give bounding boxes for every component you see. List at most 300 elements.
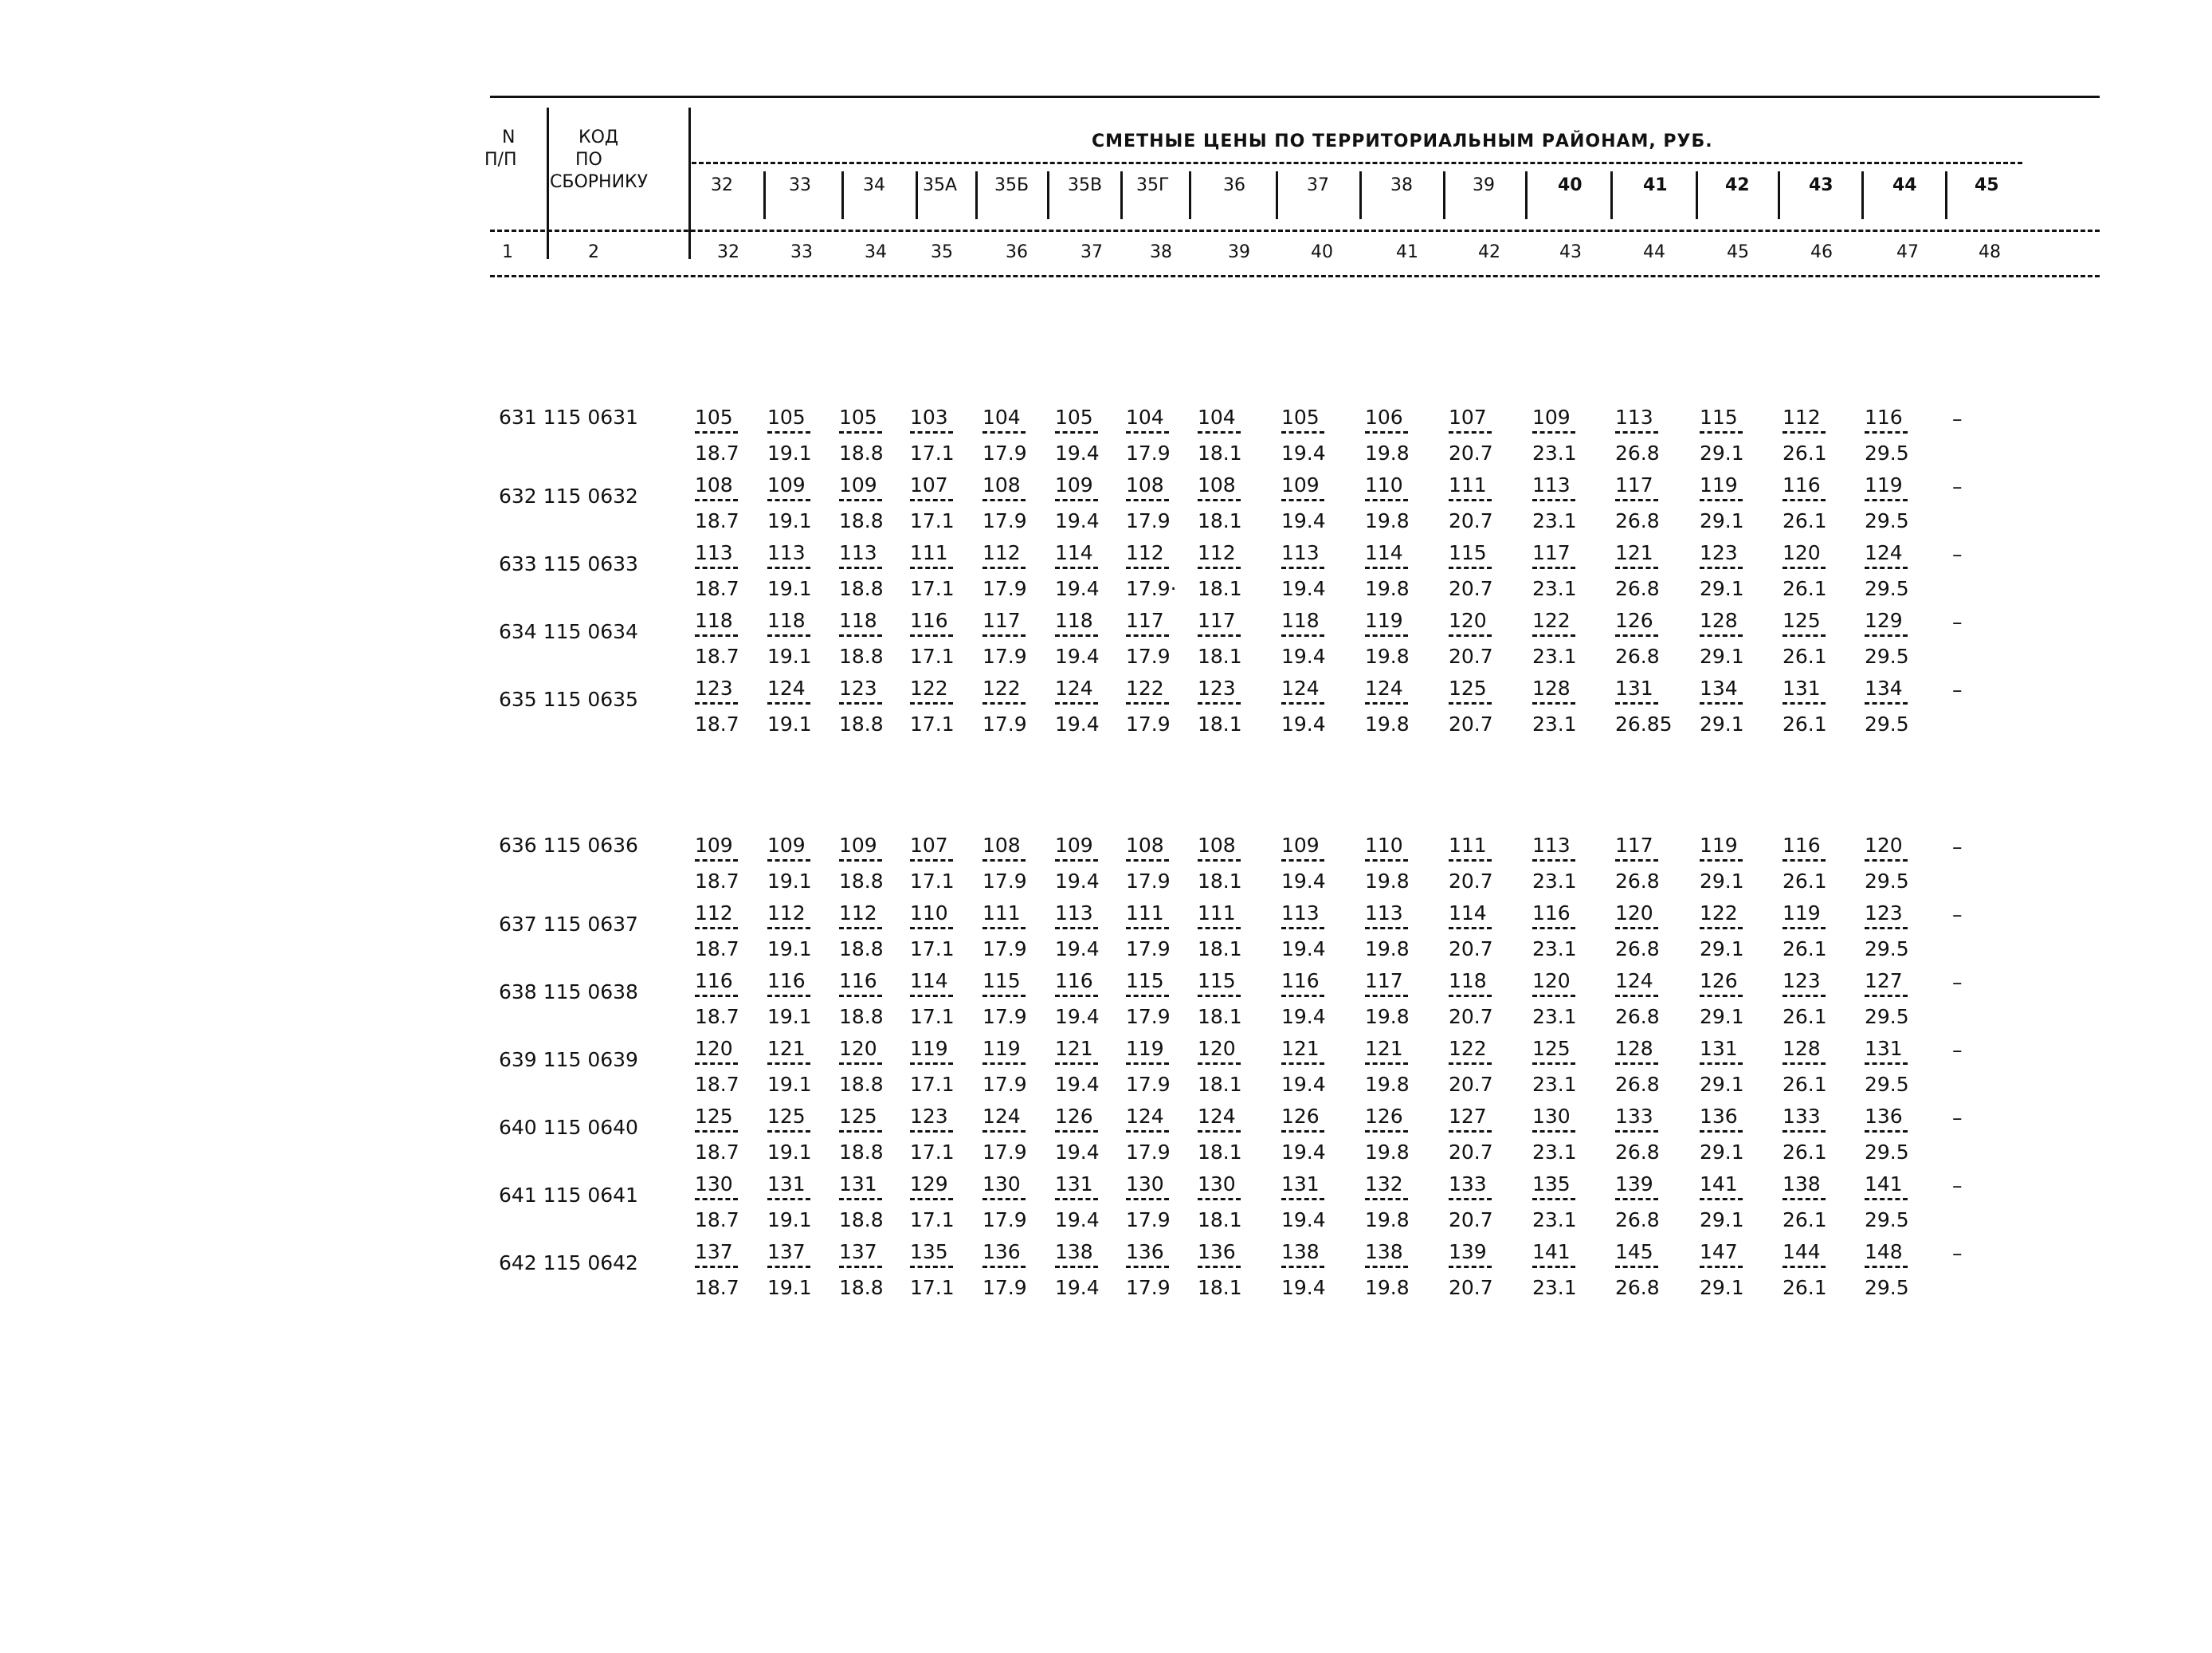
row-code: 632 115 0632 [499,485,638,508]
price-value: 122 [1532,609,1571,632]
fraction-bar [1126,1198,1169,1200]
fraction-bar [1865,702,1908,705]
region-separator [1610,171,1613,219]
price-value: 115 [1700,406,1738,429]
sub-value: 29.5 [1865,1005,1909,1028]
fraction-bar [1281,1266,1324,1268]
fraction-bar [1055,1198,1098,1200]
price-value: 137 [839,1240,877,1263]
fraction-bar [910,1266,953,1268]
fraction-bar [839,927,882,929]
fraction-bar [695,859,738,862]
price-value: 126 [1281,1105,1320,1128]
fraction-bar [1615,702,1658,705]
sub-value: 17.9 [1126,1208,1171,1231]
price-value: 109 [767,834,806,857]
row-code: 635 115 0635 [499,688,638,711]
price-value: 109 [767,473,806,497]
price-value: 108 [1198,834,1236,857]
fraction-bar [1865,859,1908,862]
row-end-mark: – [1952,1106,1963,1129]
fraction-bar [767,702,810,705]
price-value: 106 [1365,406,1403,429]
sub-value: 20.7 [1449,870,1493,893]
price-value: 116 [839,969,877,992]
fraction-bar [1126,1266,1169,1268]
fraction-bar [1198,859,1241,862]
sub-value: 23.1 [1532,645,1577,668]
price-value: 105 [1281,406,1320,429]
fraction-bar [1700,499,1743,501]
price-value: 119 [1126,1037,1164,1060]
price-value: 113 [1281,901,1320,925]
price-value: 131 [1281,1172,1320,1196]
sub-value: 18.8 [839,1005,884,1028]
fraction-bar [910,499,953,501]
fraction-bar [1055,567,1098,569]
fraction-bar [1198,634,1241,637]
fraction-bar [1783,499,1826,501]
fraction-bar [982,499,1026,501]
fraction-bar [1532,1266,1575,1268]
fraction-bar [1055,1062,1098,1065]
region-separator [1696,171,1698,219]
sub-value: 20.7 [1449,1073,1493,1096]
fraction-bar [1365,499,1408,501]
sub-value: 18.8 [839,577,884,600]
row-end-mark: – [1952,1242,1963,1265]
price-value: 124 [767,677,806,700]
price-value: 119 [1865,473,1903,497]
region-label: 37 [1307,175,1329,195]
fraction-bar [910,1130,953,1133]
price-value: 113 [1365,901,1403,925]
row-code: 640 115 0640 [499,1116,638,1139]
price-value: 118 [1055,609,1093,632]
fraction-bar [1198,1198,1241,1200]
price-value: 123 [839,677,877,700]
price-value: 130 [1532,1105,1571,1128]
region-label: 38 [1390,175,1413,195]
region-label: 35А [923,175,958,195]
sub-value: 19.1 [767,1276,812,1299]
price-value: 120 [1615,901,1653,925]
row-code: 639 115 0639 [499,1048,638,1071]
fraction-bar [1281,634,1324,637]
sub-value: 26.8 [1615,442,1660,465]
sub-value: 19.8 [1365,1073,1410,1096]
fraction-bar [1449,927,1492,929]
fraction-bar [1783,431,1826,434]
price-value: 125 [767,1105,806,1128]
sub-value: 29.1 [1700,713,1744,736]
fraction-bar [767,1198,810,1200]
sub-value: 26.1 [1783,442,1827,465]
fraction-bar [1615,927,1658,929]
fraction-bar [1198,1130,1241,1133]
row-end-mark: – [1952,543,1963,566]
region-separator [1861,171,1864,219]
fraction-bar [1865,567,1908,569]
price-value: 120 [1449,609,1487,632]
price-value: 138 [1281,1240,1320,1263]
price-value: 128 [1532,677,1571,700]
price-value: 111 [910,541,948,564]
price-value: 138 [1365,1240,1403,1263]
price-value: 117 [1365,969,1403,992]
fraction-bar [1055,995,1098,997]
fraction-bar [1865,1062,1908,1065]
price-value: 119 [1365,609,1403,632]
fraction-bar [767,1130,810,1133]
price-value: 113 [1055,901,1093,925]
price-value: 111 [982,901,1021,925]
price-value: 135 [1532,1172,1571,1196]
sub-value: 18.8 [839,509,884,532]
price-value: 116 [695,969,733,992]
fraction-bar [1281,431,1324,434]
sub-value: 18.7 [695,645,739,668]
fraction-bar [1783,995,1826,997]
sub-value: 17.1 [910,713,955,736]
sub-value: 17.9 [982,870,1027,893]
sub-value: 18.1 [1198,1276,1242,1299]
fraction-bar [695,567,738,569]
price-value: 131 [1615,677,1653,700]
sub-value: 29.1 [1700,645,1744,668]
sub-value: 20.7 [1449,577,1493,600]
price-value: 116 [1532,901,1571,925]
column-number: 45 [1727,242,1749,262]
fraction-bar [1615,499,1658,501]
price-value: 105 [1055,406,1093,429]
sub-value: 17.1 [910,870,955,893]
row-end-mark: – [1952,1039,1963,1062]
fraction-bar [1449,995,1492,997]
price-value: 120 [1783,541,1821,564]
fraction-bar [695,499,738,501]
fraction-bar [1615,567,1658,569]
price-value: 122 [1126,677,1164,700]
fraction-bar [1783,567,1826,569]
sub-value: 29.5 [1865,870,1909,893]
price-value: 119 [982,1037,1021,1060]
fraction-bar [767,995,810,997]
fraction-bar [1281,927,1324,929]
price-value: 144 [1783,1240,1821,1263]
price-value: 119 [1783,901,1821,925]
fraction-bar [982,1130,1026,1133]
sub-value: 29.5 [1865,442,1909,465]
price-value: 123 [1198,677,1236,700]
price-value: 120 [839,1037,877,1060]
region-separator [1945,171,1947,219]
sub-value: 19.8 [1365,870,1410,893]
sub-value: 19.8 [1365,1005,1410,1028]
sub-value: 17.1 [910,1276,955,1299]
price-value: 133 [1449,1172,1487,1196]
sub-value: 18.7 [695,713,739,736]
region-separator [1778,171,1780,219]
column-number: 48 [1979,242,2001,262]
fraction-bar [1532,859,1575,862]
fraction-bar [1865,1130,1908,1133]
sub-value: 29.1 [1700,1141,1744,1164]
region-label: 43 [1809,175,1834,195]
fraction-bar [1126,1130,1169,1133]
sub-value: 17.9 [982,1005,1027,1028]
fraction-bar [1532,1062,1575,1065]
sub-value: 19.8 [1365,509,1410,532]
sub-value: 19.8 [1365,1141,1410,1164]
fraction-bar [1532,634,1575,637]
sub-value: 17.9 [1126,1141,1171,1164]
price-value: 111 [1198,901,1236,925]
fraction-bar [910,702,953,705]
sub-value: 23.1 [1532,1276,1577,1299]
sub-value: 18.1 [1198,1208,1242,1231]
fraction-bar [1615,1198,1658,1200]
price-value: 139 [1449,1240,1487,1263]
price-value: 104 [1198,406,1236,429]
fraction-bar [1449,634,1492,637]
row-end-mark: – [1952,407,1963,430]
price-value: 109 [1055,834,1093,857]
price-value: 107 [910,473,948,497]
price-value: 108 [982,473,1021,497]
price-value: 141 [1532,1240,1571,1263]
price-value: 109 [1281,834,1320,857]
sub-value: 17.9 [982,1276,1027,1299]
fraction-bar [1449,567,1492,569]
fraction-bar [695,995,738,997]
fraction-bar [1783,702,1826,705]
sub-value: 17.9 [982,1073,1027,1096]
fraction-bar [1281,859,1324,862]
region-label: 45 [1975,175,1999,195]
fraction-bar [1365,1130,1408,1133]
sub-value: 26.8 [1615,1073,1660,1096]
sub-value: 18.1 [1198,937,1242,960]
sub-value: 19.1 [767,645,812,668]
price-value: 105 [767,406,806,429]
fraction-bar [1865,1198,1908,1200]
fraction-bar [1865,927,1908,929]
price-value: 133 [1783,1105,1821,1128]
header-code-line2: ПО [575,150,602,170]
sub-value: 19.4 [1055,1141,1100,1164]
fraction-bar [839,995,882,997]
price-value: 113 [1615,406,1653,429]
sub-value: 20.7 [1449,645,1493,668]
sub-value: 19.4 [1281,870,1326,893]
price-value: 121 [767,1037,806,1060]
price-value: 131 [1055,1172,1093,1196]
fraction-bar [767,1266,810,1268]
sub-value: 19.4 [1281,577,1326,600]
region-label: 40 [1558,175,1583,195]
sub-value: 18.8 [839,1073,884,1096]
fraction-bar [767,567,810,569]
fraction-bar [1055,1266,1098,1268]
price-value: 104 [1126,406,1164,429]
sub-value: 19.1 [767,509,812,532]
price-value: 131 [767,1172,806,1196]
price-value: 109 [1532,406,1571,429]
price-value: 103 [910,406,948,429]
price-value: 121 [1055,1037,1093,1060]
sub-value: 18.8 [839,1208,884,1231]
sub-value: 17.9· [1126,577,1177,600]
sub-value: 17.9 [1126,937,1171,960]
sub-value: 18.7 [695,509,739,532]
fraction-bar [1126,995,1169,997]
header-mid-rule [490,230,2100,232]
fraction-bar [1783,1062,1826,1065]
header-divider-np [547,108,549,259]
price-value: 117 [982,609,1021,632]
price-value: 124 [1365,677,1403,700]
fraction-bar [1700,995,1743,997]
fraction-bar [1449,1266,1492,1268]
column-number: 34 [865,242,887,262]
sub-value: 18.8 [839,870,884,893]
price-value: 108 [1126,834,1164,857]
sub-value: 26.1 [1783,577,1827,600]
price-value: 121 [1615,541,1653,564]
fraction-bar [1532,995,1575,997]
sub-value: 19.1 [767,713,812,736]
row-end-mark: – [1952,611,1963,634]
fraction-bar [910,927,953,929]
price-value: 137 [695,1240,733,1263]
column-number: 32 [717,242,739,262]
sub-value: 17.9 [982,937,1027,960]
sub-value: 26.1 [1783,1276,1827,1299]
price-value: 120 [1198,1037,1236,1060]
region-label: 44 [1892,175,1917,195]
price-value: 132 [1365,1172,1403,1196]
fraction-bar [1365,1062,1408,1065]
row-end-mark: – [1952,678,1963,701]
fraction-bar [1532,1198,1575,1200]
sub-value: 17.9 [1126,870,1171,893]
sub-value: 18.8 [839,1141,884,1164]
region-separator [1525,171,1528,219]
sub-value: 19.4 [1055,870,1100,893]
sub-value: 19.1 [767,870,812,893]
sub-value: 19.4 [1281,1276,1326,1299]
sub-value: 18.1 [1198,577,1242,600]
fraction-bar [1615,1266,1658,1268]
row-end-mark: – [1952,971,1963,994]
column-number: 38 [1150,242,1172,262]
region-separator [975,171,978,219]
price-value: 127 [1865,969,1903,992]
price-value: 124 [1281,677,1320,700]
sub-value: 23.1 [1532,1208,1577,1231]
sub-value: 18.7 [695,1141,739,1164]
fraction-bar [839,567,882,569]
sub-value: 29.5 [1865,1141,1909,1164]
price-value: 119 [1700,834,1738,857]
fraction-bar [1700,1198,1743,1200]
row-end-mark: – [1952,1174,1963,1197]
sub-value: 19.1 [767,577,812,600]
fraction-bar [1449,1062,1492,1065]
fraction-bar [1055,859,1098,862]
price-value: 110 [1365,473,1403,497]
sub-value: 26.8 [1615,509,1660,532]
fraction-bar [1281,499,1324,501]
sub-value: 23.1 [1532,577,1577,600]
fraction-bar [1198,927,1241,929]
row-code: 641 115 0641 [499,1184,638,1207]
sub-value: 18.7 [695,1073,739,1096]
fraction-bar [1700,1266,1743,1268]
price-value: 118 [695,609,733,632]
fraction-bar [982,995,1026,997]
sub-value: 17.1 [910,645,955,668]
fraction-bar [1783,1266,1826,1268]
sub-value: 18.7 [695,870,739,893]
fraction-bar [1198,431,1241,434]
header-code-line1: КОД [578,128,619,147]
sub-value: 19.4 [1055,713,1100,736]
fraction-bar [1281,995,1324,997]
sub-value: 29.5 [1865,1208,1909,1231]
column-number: 41 [1396,242,1418,262]
price-value: 108 [1126,473,1164,497]
fraction-bar [1055,927,1098,929]
price-value: 122 [1449,1037,1487,1060]
fraction-bar [982,702,1026,705]
price-value: 116 [1865,406,1903,429]
price-value: 111 [1126,901,1164,925]
fraction-bar [695,1130,738,1133]
sub-value: 26.1 [1783,1005,1827,1028]
sub-value: 26.1 [1783,509,1827,532]
fraction-bar [839,702,882,705]
sub-value: 17.9 [982,713,1027,736]
row-code: 638 115 0638 [499,980,638,1003]
region-separator [1189,171,1191,219]
price-value: 116 [1783,834,1821,857]
sub-value: 17.1 [910,1073,955,1096]
row-code: 631 115 0631 [499,406,638,429]
fraction-bar [839,1198,882,1200]
region-label: 36 [1223,175,1245,195]
header-title-rule [692,162,2022,164]
fraction-bar [1449,1130,1492,1133]
price-value: 109 [1055,473,1093,497]
price-value: 107 [1449,406,1487,429]
fraction-bar [982,634,1026,637]
sub-value: 26.1 [1783,1073,1827,1096]
sub-value: 17.1 [910,937,955,960]
sub-value: 26.8 [1615,577,1660,600]
sub-value: 19.4 [1281,1208,1326,1231]
price-value: 110 [1365,834,1403,857]
sub-value: 19.4 [1055,1005,1100,1028]
price-value: 131 [1865,1037,1903,1060]
fraction-bar [1865,1266,1908,1268]
sub-value: 20.7 [1449,1005,1493,1028]
fraction-bar [1783,859,1826,862]
price-value: 125 [1783,609,1821,632]
sub-value: 29.1 [1700,577,1744,600]
price-value: 139 [1615,1172,1653,1196]
